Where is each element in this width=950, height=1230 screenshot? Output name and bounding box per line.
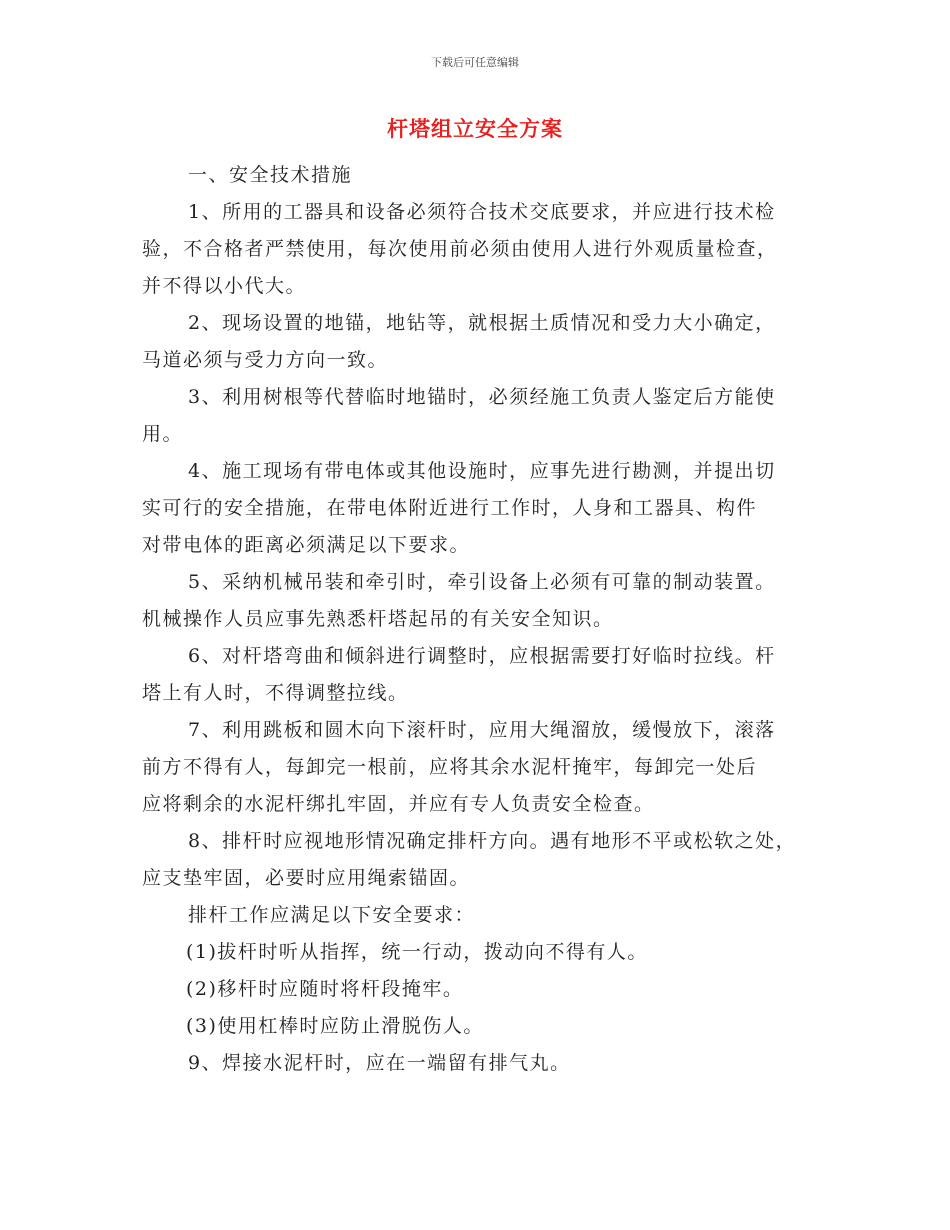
document-body — [142, 157, 822, 1082]
paragraph-line: 用。 — [142, 423, 184, 445]
list-item: (1)拔杆时听从指挥，统一行动，拨动向不得有人。 — [186, 941, 648, 963]
list-item: (2)移杆时应随时将杆段掩牢。 — [186, 978, 464, 1000]
paragraph-line: 3、利用树根等代替临时地锚时，必须经施工负责人鉴定后方能使 — [188, 386, 776, 408]
paragraph-line: 并不得以小代大。 — [142, 275, 307, 297]
paragraph-line: 6、对杆塔弯曲和倾斜进行调整时，应根据需要打好临时拉线。杆 — [188, 645, 776, 667]
paragraph-line: 9、焊接水泥杆时，应在一端留有排气丸。 — [188, 1052, 571, 1074]
header-note: 下载后可任意编辑 — [431, 56, 519, 69]
paragraph-line: 5、采纳机械吊装和牵引时，牵引设备上必须有可靠的制动装置。 — [188, 571, 776, 593]
paragraph-line: 前方不得有人，每卸完一根前，应将其余水泥杆掩牢，每卸完一处后 — [142, 756, 758, 778]
paragraph-line: 4、施工现场有带电体或其他设施时，应事先进行勘测，并提出切 — [188, 460, 776, 482]
paragraph-line: 8、排杆时应视地形情况确定排杆方向。遇有地形不平或松软之处， — [188, 830, 797, 852]
paragraph-line: 实可行的安全措施，在带电体附近进行工作时，人身和工器具、构件 — [142, 497, 758, 519]
paragraph-line: 机械操作人员应事先熟悉杆塔起吊的有关安全知识。 — [142, 608, 614, 630]
paragraph-line: 验，不合格者严禁使用，每次使用前必须由使用人进行外观质量检查， — [142, 238, 778, 260]
paragraph-line: 应将剩余的水泥杆绑扎牢固，并应有专人负责安全检查。 — [142, 793, 655, 815]
paragraph-line: 排杆工作应满足以下安全要求： — [188, 904, 476, 926]
section-heading: 一、安全技术措施 — [188, 164, 353, 186]
paragraph-line: 7、利用跳板和圆木向下滚杆时，应用大绳溜放，缓慢放下，滚落 — [188, 719, 776, 741]
document-title: 杆塔组立安全方案 — [387, 117, 563, 141]
paragraph-line: 应支垫牢固，必要时应用绳索锚固。 — [142, 867, 471, 889]
paragraph-line: 塔上有人时，不得调整拉线。 — [142, 682, 409, 704]
list-item: (3)使用杠棒时应防止滑脱伤人。 — [186, 1015, 484, 1037]
paragraph-line: 1、所用的工器具和设备必须符合技术交底要求，并应进行技术检 — [188, 201, 776, 223]
paragraph-line: 对带电体的距离必须满足以下要求。 — [142, 534, 471, 556]
paragraph-line: 马道必须与受力方向一致。 — [142, 349, 389, 371]
paragraph-line: 2、现场设置的地锚，地钻等，就根据土质情况和受力大小确定， — [188, 312, 776, 334]
